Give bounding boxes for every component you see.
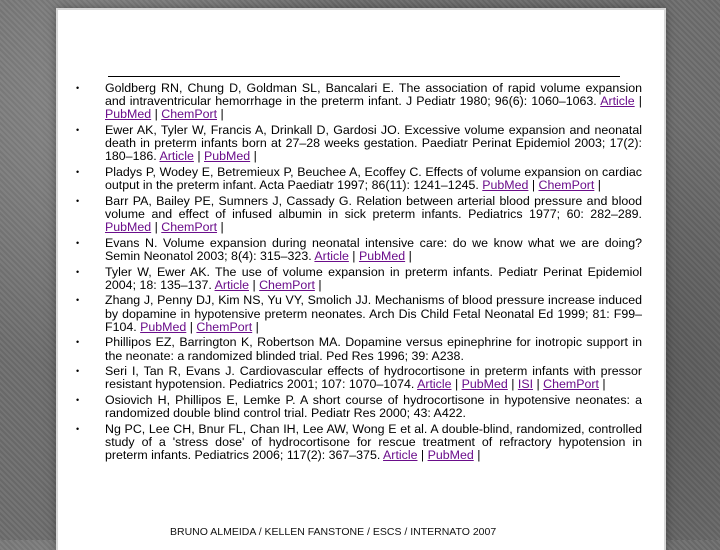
- bullet-icon: •: [76, 423, 80, 434]
- bullet-icon: •: [76, 366, 80, 377]
- reference-text: Goldberg RN, Chung D, Goldman SL, Bancalari E. The association of rapid volume expansion and intraventricular hemorrhage in the preterm infant. J Pediatr 1980; 96(6): 1060–1063.: [105, 81, 642, 109]
- reference-link-article[interactable]: Article: [214, 277, 249, 292]
- bullet-icon: •: [76, 295, 80, 306]
- bullet-icon: •: [76, 337, 80, 348]
- reference-text: Pladys P, Wodey E, Betremieux P, Beuchee A, Ecoffey C. Effects of volume expansion on cardiac output in the preterm infant. Acta Paediatr 1997; 86(11): 1241–1245.: [105, 165, 642, 193]
- reference-text: Ng PC, Lee CH, Bnur FL, Chan IH, Lee AW, Wong E et al. A double-blind, randomized, controlled study of a 'stress dose' of hydrocortisone for rescue treatment of refractory hypotension in preterm infants. Pediatrics 2006; 117(2): 367–375.: [105, 421, 642, 463]
- reference-text: Evans N. Volume expansion during neonatal intensive care: do we know what we are doing? Semin Neonatol 2003; 8(4): 315–323.: [105, 235, 642, 263]
- reference-link-pubmed[interactable]: PubMed: [461, 377, 508, 392]
- reference-item: • Evans N. Volume expansion during neonatal intensive care: do we know what we are doing? Semin Neonatol 2003; 8(4): 315–323. Article | PubMed |: [76, 235, 642, 263]
- reference-link-isi[interactable]: ISI: [517, 377, 534, 392]
- bullet-icon: •: [76, 167, 80, 177]
- reference-list: [76, 82, 642, 465]
- reference-link-chemport[interactable]: ChemPort: [196, 319, 253, 334]
- bullet-icon: •: [76, 394, 80, 405]
- reference-link-pubmed[interactable]: PubMed: [140, 319, 187, 334]
- reference-link-chemport[interactable]: ChemPort: [538, 178, 595, 193]
- reference-item: • Pladys P, Wodey E, Betremieux P, Beuchee A, Ecoffey C. Effects of volume expansion on cardiac output in the preterm infant. Acta Paediatr 1997; 86(11): 1241–1245. PubMed | ChemPort |: [76, 165, 642, 193]
- reference-text: Tyler W, Ewer AK. The use of volume expansion in preterm infants. Pediatr Perinat Epidemiol 2004; 18: 135–137.: [105, 264, 642, 292]
- reference-link-article[interactable]: Article: [600, 94, 635, 109]
- reference-item: • Barr PA, Bailey PE, Sumners J, Cassady G. Relation between arterial blood pressure and blood volume and effect of infused albumin in sick preterm infants. Pediatrics 1977; 60: 282–289. PubMed | ChemPort |: [76, 193, 642, 235]
- reference-item: [76, 394, 642, 420]
- reference-link-pubmed[interactable]: PubMed: [358, 249, 406, 263]
- reference-link-article[interactable]: Article: [417, 377, 452, 392]
- bullet-icon: •: [76, 266, 80, 277]
- reference-item: [76, 336, 642, 362]
- reference-link-article[interactable]: Article: [383, 448, 418, 463]
- reference-item: • Ng PC, Lee CH, Bnur FL, Chan IH, Lee AW, Wong E et al. A double-blind, randomized, controlled study of a 'stress dose' of hydrocortisone for rescue treatment of refractory hypotension in preterm infants. Pediatrics 2006; 117(2): 367–375. Article | PubMed |: [76, 421, 642, 463]
- reference-item: • Seri I, Tan R, Evans J. Cardiovascular effects of hydrocortisone in preterm infants with pressor resistant hypotension. Pediatrics 2001; 107: 1070–1074. Article | PubMed | ISI | ChemPort |: [76, 364, 642, 392]
- reference-link-pubmed[interactable]: PubMed: [204, 149, 251, 164]
- reference-text: Phillipos EZ, Barrington K, Robertson MA. Dopamine versus epinephrine for inotropic support in the neonate: a randomized blinded trial. Ped Res 1996; 39: A238.: [105, 335, 642, 363]
- reference-text: Barr PA, Bailey PE, Sumners J, Cassady G. Relation between arterial blood pressure and blood volume and effect of infused albumin in sick preterm infants. Pediatrics 1977; 60: 282–289.: [105, 193, 642, 221]
- bullet-icon: •: [76, 237, 80, 248]
- reference-link-article[interactable]: Article: [314, 249, 349, 263]
- bullet-icon: •: [76, 83, 80, 93]
- reference-text: Seri I, Tan R, Evans J. Cardiovascular effects of hydrocortisone in preterm infants with pressor resistant hypotension. Pediatrics 2001; 107: 1070–1074.: [105, 364, 642, 392]
- reference-link-pubmed[interactable]: PubMed: [105, 220, 152, 235]
- reference-item: • Zhang J, Penny DJ, Kim NS, Yu VY, Smolich JJ. Mechanisms of blood pressure increase induced by dopamine in hypotensive preterm neonates. Arch Dis Child Fetal Neonatal Ed 1999; 81: F99–F104. PubMed | ChemPort |: [76, 293, 642, 334]
- reference-link-chemport[interactable]: ChemPort: [543, 377, 599, 392]
- reference-item: • Tyler W, Ewer AK. The use of volume expansion in preterm infants. Pediatr Perinat Epidemiol 2004; 18: 135–137. Article | ChemPort |: [76, 264, 642, 292]
- reference-link-pubmed[interactable]: PubMed: [482, 178, 529, 193]
- footer-credits: BRUNO ALMEIDA / KELLEN FANSTONE / ESCS / INTERNATO 2007: [170, 526, 497, 538]
- reference-link-chemport[interactable]: ChemPort: [161, 220, 218, 235]
- reference-link-article[interactable]: Article: [159, 149, 194, 164]
- reference-item: • Ewer AK, Tyler W, Francis A, Drinkall D, Gardosi JO. Excessive volume expansion and neonatal death in preterm infants born at 27–28 weeks gestation. Paediatr Perinat Epidemiol 2003; 17(2): 180–186. Article | PubMed |: [76, 123, 642, 164]
- reference-text: Zhang J, Penny DJ, Kim NS, Yu VY, Smolich JJ. Mechanisms of blood pressure increase induced by dopamine in hypotensive preterm neonates. Arch Dis Child Fetal Neonatal Ed 1999; 81: F99–F104.: [105, 293, 642, 334]
- reference-text: Osiovich H, Phillipos E, Lemke P. A short course of hydrocortisone in hypotensive neonates: a randomized double blind control trial. Pediatr Res 2000; 43: A422.: [105, 392, 642, 421]
- reference-link-pubmed[interactable]: PubMed: [105, 107, 152, 122]
- reference-text: Ewer AK, Tyler W, Francis A, Drinkall D, Gardosi JO. Excessive volume expansion and neonatal death in preterm infants born at 27–28 weeks gestation. Paediatr Perinat Epidemiol 2003; 17(2): 180–186.: [105, 123, 642, 164]
- bullet-icon: •: [76, 125, 80, 135]
- title-divider: [108, 76, 620, 77]
- reference-link-chemport[interactable]: ChemPort: [161, 107, 218, 122]
- reference-item: • Goldberg RN, Chung D, Goldman SL, Bancalari E. The association of rapid volume expansion and intraventricular hemorrhage in the preterm infant. J Pediatr 1980; 96(6): 1060–1063. Article | PubMed | ChemPort |: [76, 81, 643, 122]
- reference-link-chemport[interactable]: ChemPort: [259, 277, 315, 292]
- bullet-icon: •: [76, 195, 80, 206]
- reference-link-pubmed[interactable]: PubMed: [427, 448, 474, 463]
